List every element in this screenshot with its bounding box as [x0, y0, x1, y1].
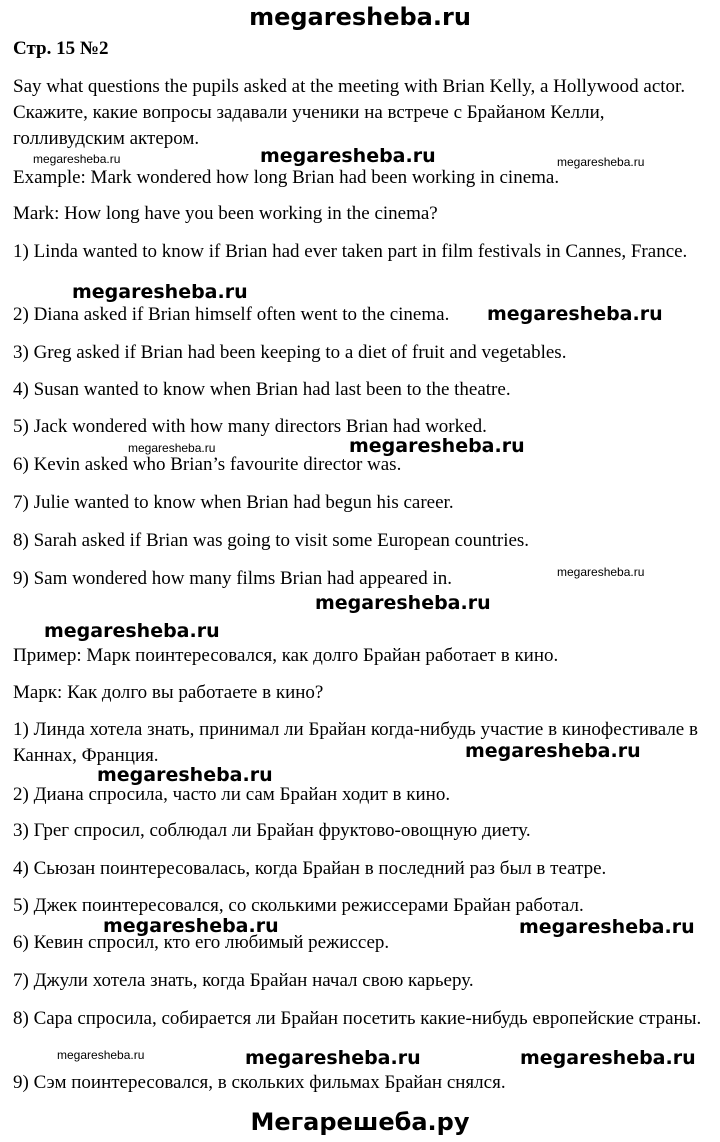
english-item-6: 6) Kevin asked who Brian’s favourite director was.	[13, 454, 402, 475]
watermark: megaresheba.ru	[128, 441, 216, 455]
english-item-8: 8) Sarah asked if Brian was going to visit some European countries.	[13, 530, 530, 551]
russian-item-4: 4) Сьюзан поинтересовалась, когда Брайан в последний раз был в театре.	[13, 858, 607, 879]
site-footer: Мегарешеба.ру	[250, 1108, 470, 1136]
watermark: megaresheba.ru	[349, 435, 525, 457]
instruction-en: Say what questions the pupils asked at the meeting with Brian Kelly, a Hollywood actor.	[13, 76, 686, 97]
russian-item-3: 3) Грег спросил, соблюдал ли Брайан фруктово-овощную диету.	[13, 820, 531, 841]
watermark: megaresheba.ru	[465, 740, 641, 762]
english-item-2: 2) Diana asked if Brian himself often went to the cinema.	[13, 304, 450, 325]
exercise-reference: Стр. 15 №2	[13, 38, 109, 59]
watermark: megaresheba.ru	[44, 620, 220, 642]
russian-item-8: 8) Сара спросила, собирается ли Брайан посетить какие-нибудь европейские страны.	[13, 1008, 702, 1029]
english-item-4: 4) Susan wanted to know when Brian had last been to the theatre.	[13, 379, 511, 400]
english-example: Example: Mark wondered how long Brian had been working in cinema.	[13, 167, 560, 188]
english-example-question: Mark: How long have you been working in the cinema?	[13, 203, 438, 224]
russian-example-question: Марк: Как долго вы работаете в кино?	[13, 682, 324, 703]
watermark: megaresheba.ru	[33, 152, 121, 166]
russian-item-9: 9) Сэм поинтересовался, в скольких фильмах Брайан снялся.	[13, 1072, 506, 1093]
russian-item-5: 5) Джек поинтересовался, со сколькими режиссерами Брайан работал.	[13, 895, 584, 916]
russian-example: Пример: Марк поинтересовался, как долго Брайан работает в кино.	[13, 645, 559, 666]
russian-item-1: 1) Линда хотела знать, принимал ли Брайан когда-нибудь участие в кинофестивале в Каннах, Франция.	[13, 719, 698, 766]
watermark: megaresheba.ru	[487, 303, 663, 325]
watermark: megaresheba.ru	[557, 565, 645, 579]
russian-item-2: 2) Диана спросила, часто ли сам Брайан ходит в кино.	[13, 784, 451, 805]
english-item-5: 5) Jack wondered with how many directors Brian had worked.	[13, 416, 487, 437]
task-instruction	[13, 74, 713, 152]
watermark: megaresheba.ru	[315, 592, 491, 614]
watermark: megaresheba.ru	[245, 1047, 421, 1069]
watermark: megaresheba.ru	[57, 1048, 145, 1062]
watermark: megaresheba.ru	[260, 145, 436, 167]
english-item-9: 9) Sam wondered how many films Brian had appeared in.	[13, 568, 452, 589]
watermark: megaresheba.ru	[519, 916, 695, 938]
watermark: megaresheba.ru	[557, 155, 645, 169]
watermark: megaresheba.ru	[97, 764, 273, 786]
russian-item-7: 7) Джули хотела знать, когда Брайан начал свою карьеру.	[13, 970, 474, 991]
russian-item-6: 6) Кевин спросил, кто его любимый режиссер.	[13, 932, 390, 953]
watermark: megaresheba.ru	[520, 1047, 696, 1069]
english-item-3: 3) Greg asked if Brian had been keeping to a diet of fruit and vegetables.	[13, 342, 567, 363]
watermark: megaresheba.ru	[72, 281, 248, 303]
instruction-ru: Скажите, какие вопросы задавали ученики на встрече с Брайаном Келли, голливудским актером.	[13, 102, 605, 149]
english-item-1: 1) Linda wanted to know if Brian had ever taken part in film festivals in Cannes, France.	[13, 241, 688, 262]
english-item-7: 7) Julie wanted to know when Brian had begun his career.	[13, 492, 454, 513]
site-header: megaresheba.ru	[249, 3, 471, 31]
watermark: megaresheba.ru	[103, 915, 279, 937]
